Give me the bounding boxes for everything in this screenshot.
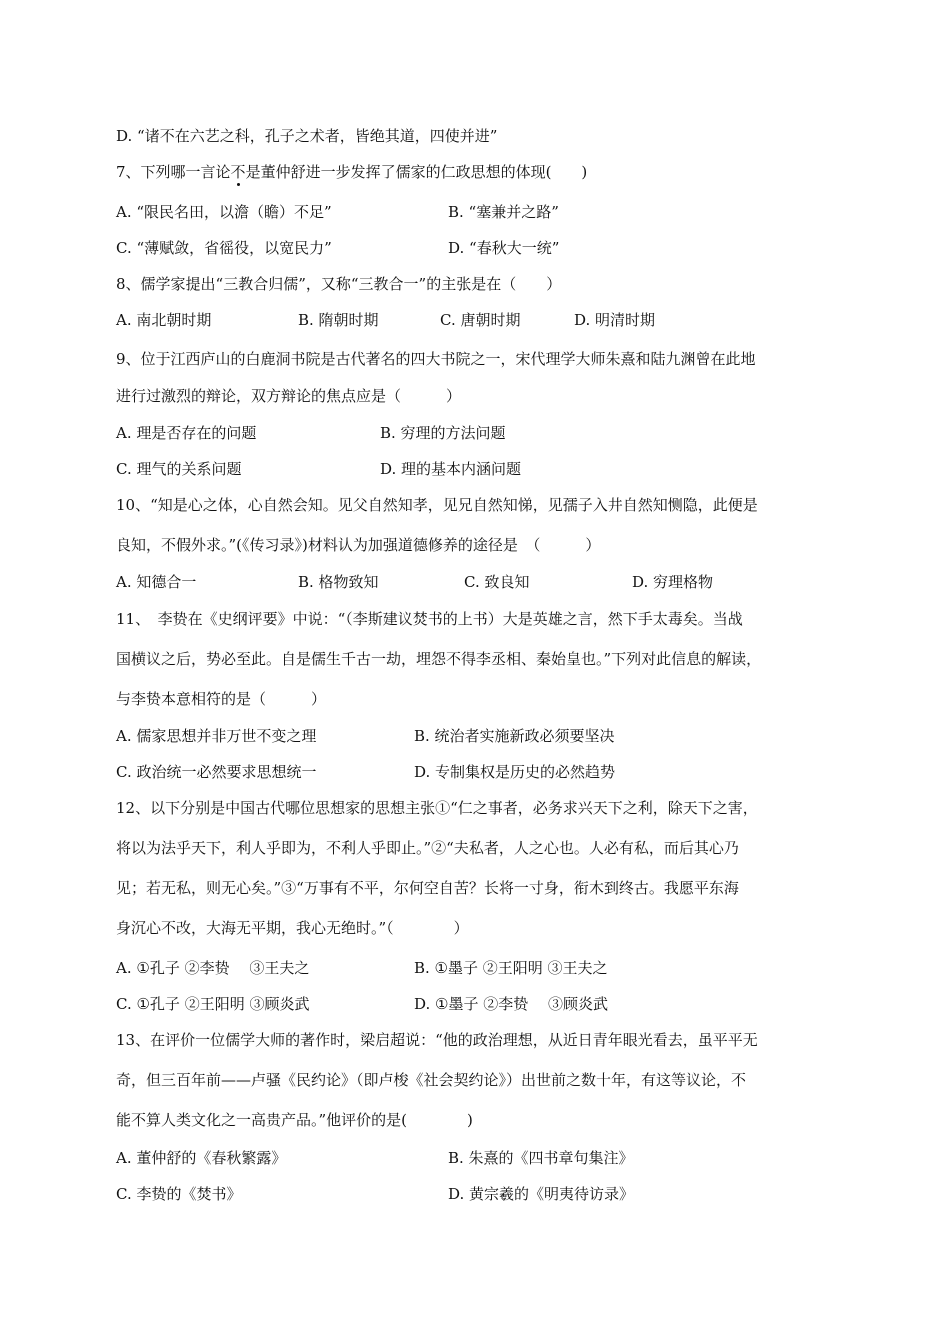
q7-stem bbox=[116, 162, 587, 182]
q9-stem-line-2: 进行过激烈的辩论，双方辩论的焦点应是（ ） bbox=[116, 387, 462, 405]
q12-stem-line-1: 12、以下分别是中国古代哪位思想家的思想主张①“仁之事者，必务求兴天下之利，除天下之害， bbox=[116, 799, 758, 817]
q7-option-b: B. “塞兼并之路” bbox=[448, 203, 559, 221]
q11-option-b: B. 统治者实施新政必须要坚决 bbox=[414, 727, 615, 745]
q11-stem-line-3: 与李贽本意相符的是（ ） bbox=[116, 690, 327, 708]
q13-option-b: B. 朱熹的《四书章句集注》 bbox=[448, 1149, 634, 1167]
q12-stem-line-4: 身沉心不改，大海无平期，我心无绝时。”（ ） bbox=[116, 919, 469, 937]
q13-option-c: C. 李贽的《焚书》 bbox=[116, 1185, 242, 1203]
q11-option-a: A. 儒家思想并非万世不变之理 bbox=[116, 727, 317, 745]
q7-stem-post: 是董仲舒进一步发挥了儒家的仁政思想的体现( ) bbox=[245, 163, 588, 181]
q12-option-d: D. ①墨子 ②李贽 ③顾炎武 bbox=[414, 995, 609, 1013]
q10-option-c: C. 致良知 bbox=[464, 573, 530, 591]
q9-option-d: D. 理的基本内涵问题 bbox=[380, 460, 522, 478]
q10-stem-line-2: 良知，不假外求。”(《传习录》)材料认为加强道德修养的途径是 （ ） bbox=[116, 536, 601, 554]
q11-stem-line-2: 国横议之后，势必至此。自是儒生千古一劫，埋怨不得李丞相、秦始皇也。”下列对此信息的解读， bbox=[116, 650, 762, 668]
q12-option-b: B. ①墨子 ②王阳明 ③王夫之 bbox=[414, 959, 608, 977]
q11-stem-line-1: 11、 李贽在《史纲评要》中说：“（李斯建议焚书的上书）大是英雄之言，然下手太毒矣。当战 bbox=[116, 610, 743, 628]
q8-stem: 8、儒学家提出“三教合归儒”，又称“三教合一”的主张是在（ ） bbox=[116, 275, 562, 293]
q6-option-d: D. “诸不在六艺之科，孔子之术者，皆绝其道，四使并进” bbox=[116, 127, 498, 145]
q9-option-b: B. 穷理的方法问题 bbox=[380, 424, 506, 442]
q10-stem-line-1: 10、“知是心之体，心自然会知。见父自然知孝，见兄自然知悌，见孺子入井自然知恻隐，此便是 bbox=[116, 496, 758, 514]
q8-option-d: D. 明清时期 bbox=[574, 311, 656, 329]
q8-option-c: C. 唐朝时期 bbox=[440, 311, 521, 329]
q12-stem-line-3: 见；若无私，则无心矣。”③“万事有不平，尔何空自苦？长将一寸身，衔木到终古。我愿平东海 bbox=[116, 879, 739, 897]
q11-option-c: C. 政治统一必然要求思想统一 bbox=[116, 763, 317, 781]
q13-stem-line-1: 13、在评价一位儒学大师的著作时，梁启超说：“他的政治理想，从近日青年眼光看去，虽平平无 bbox=[116, 1031, 758, 1049]
q7-option-c: C. “薄赋敛，省徭役，以宽民力” bbox=[116, 239, 332, 257]
q8-option-a: A. 南北朝时期 bbox=[116, 311, 212, 329]
q7-stem-pre: 7、下列哪一言论 bbox=[116, 163, 231, 181]
q12-option-c: C. ①孔子 ②王阳明 ③顾炎武 bbox=[116, 995, 310, 1013]
q7-option-a: A. “限民名田，以澹（瞻）不足” bbox=[116, 203, 332, 221]
q10-option-b: B. 格物致知 bbox=[298, 573, 379, 591]
q13-option-d: D. 黄宗羲的《明夷待访录》 bbox=[448, 1185, 635, 1203]
q13-stem-line-2: 奇，但三百年前——卢骚《民约论》（即卢梭《社会契约论》）出世前之数十年，有这等议论，不 bbox=[116, 1071, 747, 1089]
q8-option-b: B. 隋朝时期 bbox=[298, 311, 379, 329]
q7-stem-emphasis: 不 bbox=[230, 163, 246, 181]
q9-stem-line-1: 9、位于江西庐山的白鹿洞书院是古代著名的四大书院之一，宋代理学大师朱熹和陆九渊曾在此地 bbox=[116, 350, 756, 368]
q7-option-d: D. “春秋大一统” bbox=[448, 239, 560, 257]
q12-stem-line-2: 将以为法乎天下，利人乎即为，不利人乎即止。”②“夫私者，人之心也。人必有私，而后其心乃 bbox=[116, 839, 739, 857]
q10-option-d: D. 穷理格物 bbox=[632, 573, 714, 591]
q13-stem-line-3: 能不算人类文化之一高贵产品。”他评价的是( ) bbox=[116, 1111, 473, 1129]
q9-option-c: C. 理气的关系问题 bbox=[116, 460, 242, 478]
q12-option-a: A. ①孔子 ②李贽 ③王夫之 bbox=[116, 959, 310, 977]
q13-option-a: A. 董仲舒的《春秋繁露》 bbox=[116, 1149, 287, 1167]
q9-option-a: A. 理是否存在的问题 bbox=[116, 424, 257, 442]
q10-option-a: A. 知德合一 bbox=[116, 573, 197, 591]
q11-option-d: D. 专制集权是历史的必然趋势 bbox=[414, 763, 616, 781]
